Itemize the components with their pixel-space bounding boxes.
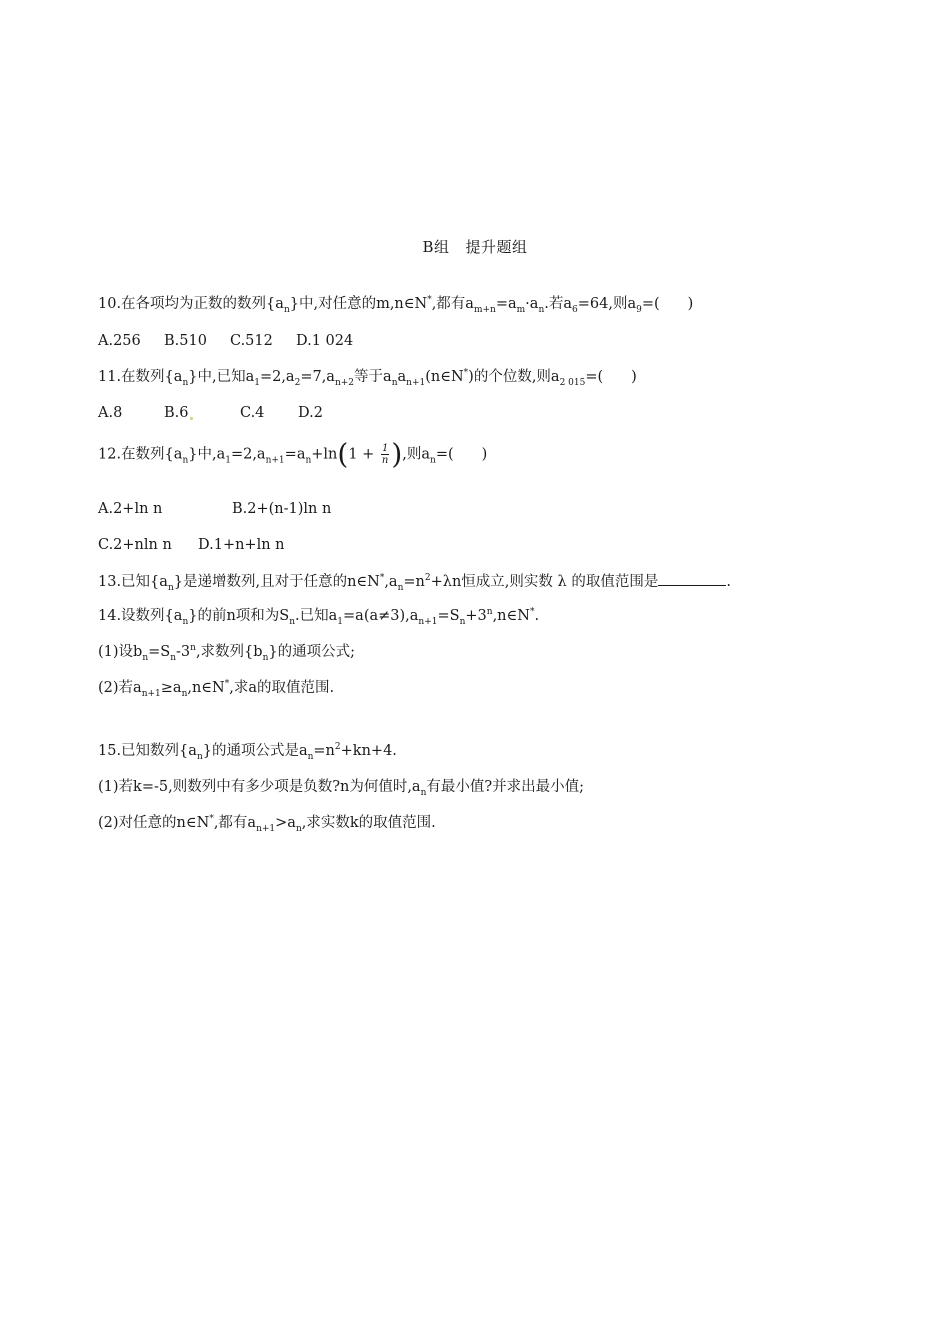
question-12-options-row1 bbox=[98, 499, 331, 519]
option-a: A.8 bbox=[98, 405, 123, 421]
fraction: $\frac{1}{n}$ bbox=[381, 443, 389, 466]
option-b: B.6 bbox=[164, 405, 189, 421]
question-15-part-1: (1)若k=-5,则数列中有多少项是负数?n为何值时$,a_n$有最小值?并求出最小值; bbox=[98, 779, 585, 798]
question-10-stem: 10.在各项均为正数的数列$\{a_n\}$中,对任意的m,n∈N*,都有$a_{m+n}=a_m\cdot a_n$.若$a_6=64$,则$a_9=$( ) bbox=[98, 295, 694, 315]
section-title bbox=[0, 236, 950, 257]
option-c: C.512 bbox=[230, 333, 273, 349]
stray-mark bbox=[190, 417, 193, 420]
option-c: C.4 bbox=[240, 405, 265, 421]
option-a: A.2+ln n bbox=[98, 501, 163, 517]
question-13-stem: 13.已知$\{a_n\}$是递增数列,且对于任意的$n\in N^*,a_n=n^2+\lambda n$恒成立,则实数 λ 的取值范围是 . bbox=[98, 571, 731, 592]
question-14-part-2: (2)若$a_{n+1}\ge a_n,n\in N^*$,求a的取值范围. bbox=[98, 679, 335, 699]
option-d: D.1 024 bbox=[296, 333, 354, 349]
question-12-options-row2 bbox=[98, 535, 285, 555]
option-c: C.2+nln n bbox=[98, 537, 172, 553]
question-14-part-1: (1)设$b_n=S_n-3^n$,求数列$\{b_n\}$的通项公式; bbox=[98, 643, 355, 663]
option-d: D.1+n+ln n bbox=[198, 537, 285, 553]
question-11-stem: 11.在数列$\{a_n\}$中,已知$a_1=2,a_2=7,a_{n+2}$等于$a_na_{n+1}(n\in N^*)$的个位数,则$a_{2 015}=$( ) bbox=[98, 368, 637, 388]
question-15-stem: 15.已知数列$\{a_n\}$的通项公式是$a_n=n^2+kn+4$. bbox=[98, 742, 397, 762]
question-11-options bbox=[98, 403, 323, 423]
question-12-stem: 12.在数列$\{a_n\}$中$,a_1=2,a_{n+1}=a_n+\ln(1$ + $\frac{1}{n}$ ),则$a_n=$( ) bbox=[98, 437, 488, 471]
question-14-stem: 14.设数列$\{a_n\}$的前n项和为$S_n$.已知$a_1=a(a\ne 3),a_{n+1}=S_n+3^n,n\in N^*$. bbox=[98, 607, 540, 627]
question-15-part-2: (2)对任意的n∈N*,都有$a_{n+1}>a_n$,求实数k的取值范围. bbox=[98, 814, 436, 834]
section-name: 提升题组 bbox=[465, 238, 528, 256]
option-a: A.256 bbox=[98, 333, 141, 349]
option-b: B.510 bbox=[164, 333, 207, 349]
section-letter: B组 bbox=[422, 238, 450, 256]
option-d: D.2 bbox=[298, 405, 323, 421]
answer-blank[interactable] bbox=[658, 571, 726, 586]
option-b: B.2+(n-1)ln n bbox=[232, 501, 332, 517]
question-10-options bbox=[98, 331, 353, 351]
